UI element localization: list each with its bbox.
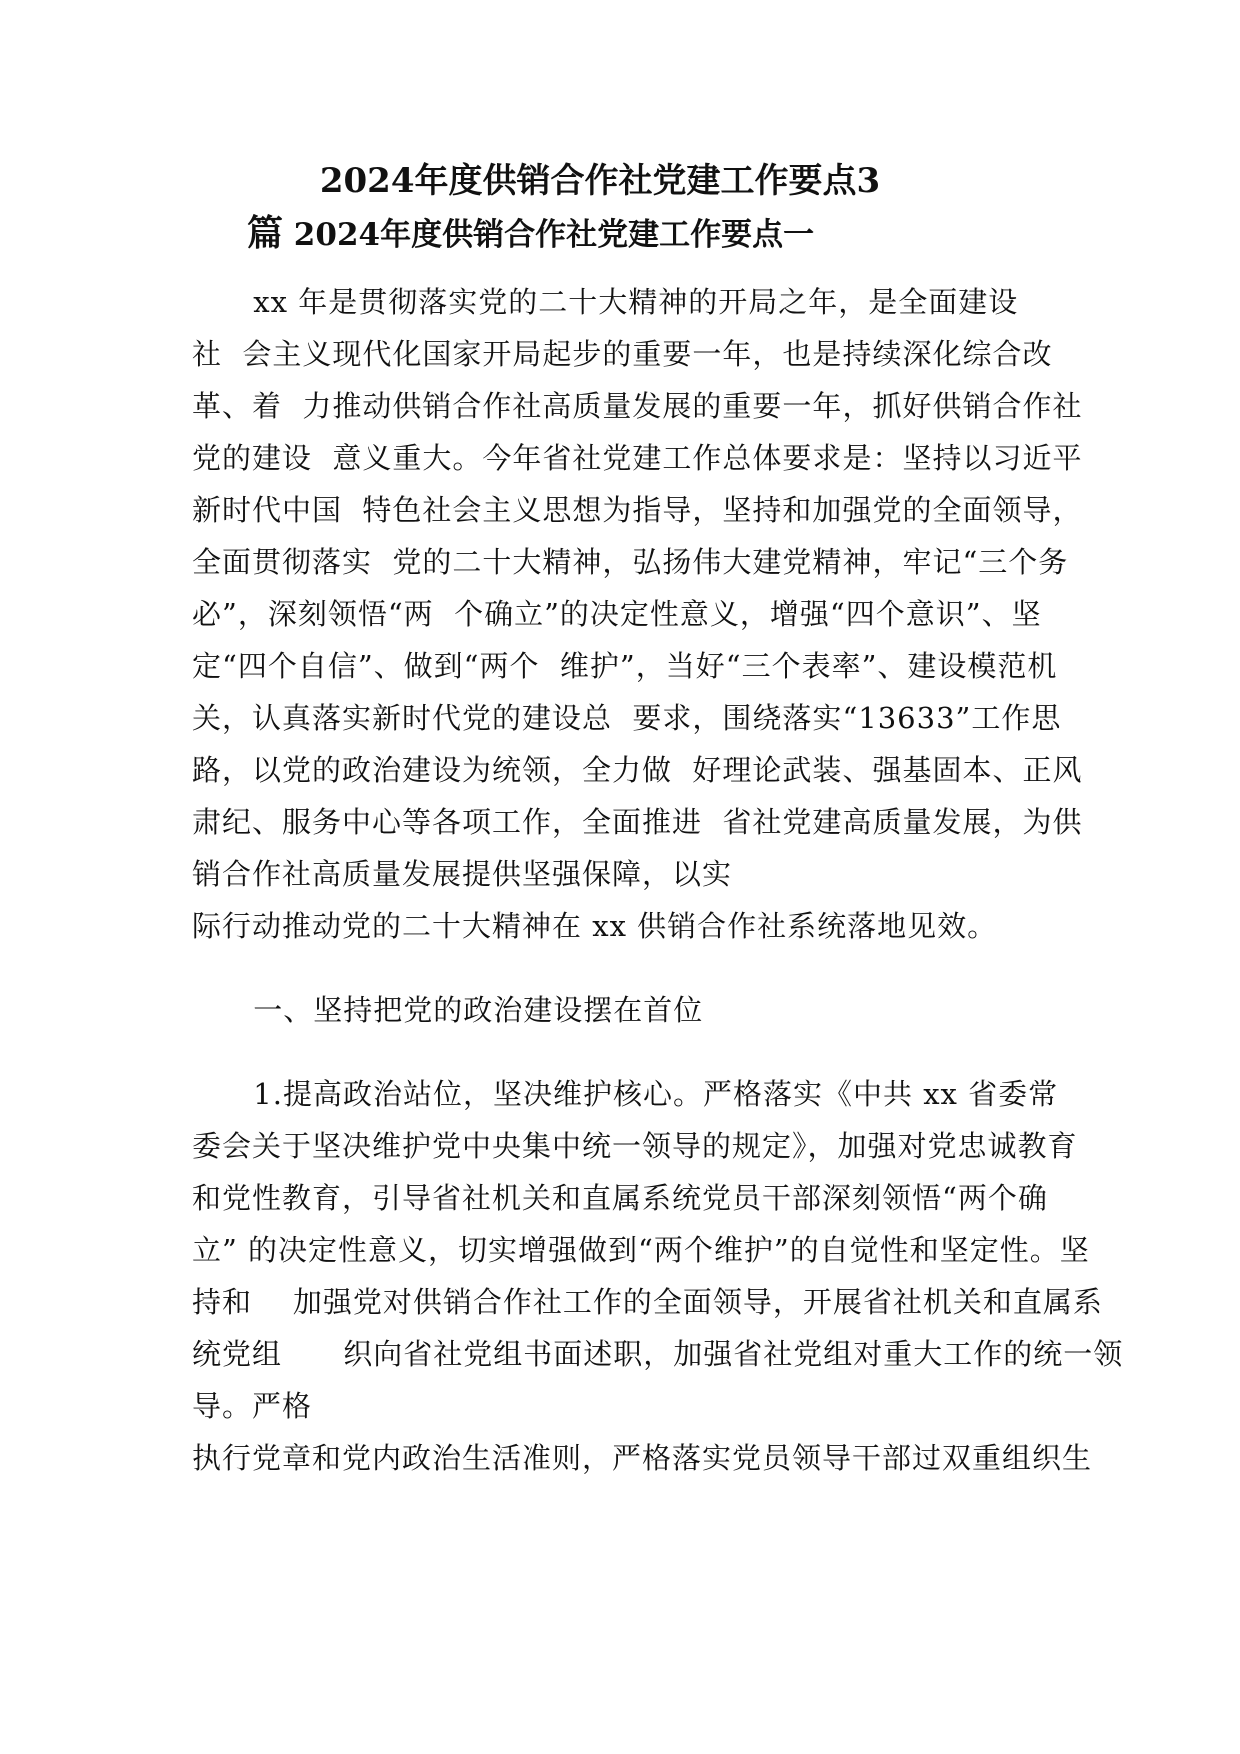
body-line-18: 持和 加强党对供销合作社工作的全面领导，开展省社机关和直属系 (192, 1285, 1103, 1319)
body-line-8: 定“四个自信”、做到“两个 维护”，当好“三个表率”、建设模范机 (192, 649, 1058, 683)
body-line-14: 1.提高政治站位，坚决维护核心。严格落实《中共 xx 省委常 (192, 1077, 1059, 1111)
body-line-12: 销合作社高质量发展提供坚强保障，以实 (192, 857, 733, 891)
body-line-20: 导。严格 (192, 1389, 313, 1423)
body-line-19: 统党组 织向省社党组书面述职，加强省社党组对重大工作的统一领 (192, 1337, 1124, 1371)
body-line-7: 必”，深刻领悟“两 个确立”的决定性意义，增强“四个意识”、坚 (192, 597, 1042, 631)
body-line-16: 和党性教育，引导省社机关和直属系统党员干部深刻领悟“两个确 (192, 1181, 1048, 1215)
body-line-4: 党的建设 意义重大。今年省社党建工作总体要求是：坚持以习近平 (192, 441, 1083, 475)
body-line-10: 路，以党的政治建设为统领，全力做 好理论武装、强基固本、正风 (192, 753, 1083, 787)
body-line-13: 际行动推动党的二十大精神在 xx 供销合作社系统落地见效。 (192, 909, 998, 943)
body-line-15: 委会关于坚决维护党中央集中统一领导的规定》，加强对党忠诚教育 (192, 1129, 1078, 1163)
body-line-9: 关，认真落实新时代党的建设总 要求，围绕落实“13633”工作思 (192, 701, 1062, 735)
body-line-5: 新时代中国 特色社会主义思想为指导，坚持和加强党的全面领导， (192, 493, 1083, 527)
section-heading-1: 一、坚持把党的政治建设摆在首位 (192, 993, 704, 1027)
body-line-1: xx 年是贯彻落实党的二十大精神的开局之年，是全面建设 (192, 285, 1019, 319)
document-title: 2024年度供销合作社党建工作要点3 (319, 161, 881, 201)
subtitle-text: 2024年度供销合作社党建工作要点一 (283, 217, 815, 253)
body-line-6: 全面贯彻落实 党的二十大精神，弘扬伟大建党精神，牢记“三个务 (192, 545, 1069, 579)
body-line-3: 革、着 力推动供销合作社高质量发展的重要一年，抓好供销合作社 (192, 389, 1083, 423)
document-subtitle (247, 210, 814, 258)
subtitle-prefix: 篇 (247, 212, 284, 254)
body-line-21: 执行党章和党内政治生活准则，严格落实党员领导干部过双重组织生 (192, 1441, 1093, 1475)
body-line-2: 社 会主义现代化国家开局起步的重要一年，也是持续深化综合改 (192, 337, 1053, 371)
body-line-17: 立” 的决定性意义，切实增强做到“两个维护”的自觉性和坚定性。坚 (192, 1233, 1090, 1267)
body-line-11: 肃纪、服务中心等各项工作，全面推进 省社党建高质量发展，为供 (192, 805, 1083, 839)
